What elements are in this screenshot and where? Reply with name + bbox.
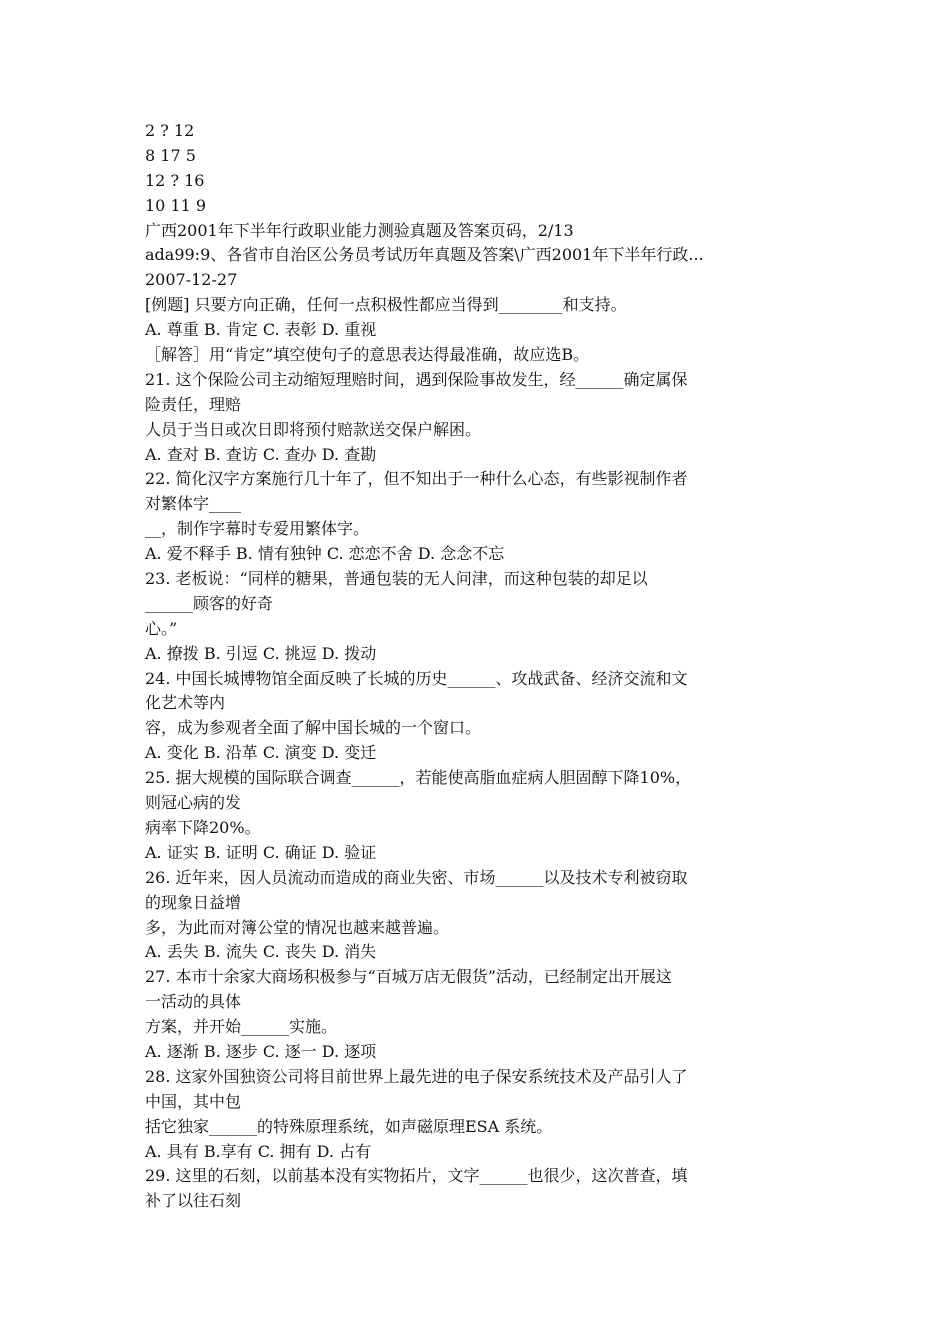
question-22-options: A. 爱不释手 B. 情有独钟 C. 恋恋不舍 D. 念念不忘 [145, 544, 505, 564]
example-options: A. 尊重 B. 肯定 C. 表彰 D. 重视 [145, 320, 377, 340]
question-24-cont: 化艺术等内 [145, 693, 226, 713]
matrix-row-3: 12 ? 16 [145, 170, 205, 190]
question-26-cont: 多，为此而对簿公堂的情况也越来越普遍。 [145, 917, 450, 937]
question-27-cont: 方案，并开始______实施。 [145, 1017, 338, 1037]
example-question: [例题] 只要方向正确，任何一点积极性都应当得到________和支持。 [145, 295, 627, 315]
matrix-row-2: 8 17 5 [145, 145, 196, 165]
question-26-options: A. 丢失 B. 流失 C. 丧失 D. 消失 [145, 942, 377, 962]
question-27-cont: 一活动的具体 [145, 992, 242, 1012]
question-25-cont: 病率下降20%。 [145, 817, 261, 837]
question-25: 25. 据大规模的国际联合调查______，若能使高脂血症病人胆固醇下降10%， [145, 768, 692, 788]
question-22-cont: 对繁体字____ [145, 494, 242, 514]
question-21-cont: 险责任，理赔 [145, 394, 242, 414]
question-29: 29. 这里的石刻，以前基本没有实物拓片，文字______也很少，这次普查，填 [145, 1166, 688, 1186]
question-21: 21. 这个保险公司主动缩短理赔时间，遇到保险事故发生，经______确定属保 [145, 369, 688, 389]
question-24-options: A. 变化 B. 沿革 C. 演变 D. 变迁 [145, 743, 377, 763]
question-27: 27. 本市十余家大商场积极参与“百城万店无假货”活动，已经制定出开展这 [145, 967, 672, 987]
matrix-row-4: 10 11 9 [145, 195, 207, 215]
date: 2007-12-27 [145, 270, 238, 290]
question-27-options: A. 逐渐 B. 逐步 C. 逐一 D. 逐项 [145, 1041, 377, 1061]
question-21-cont: 人员于当日或次日即将预付赔款送交保户解困。 [145, 419, 482, 439]
question-25-options: A. 证实 B. 证明 C. 确证 D. 验证 [145, 842, 377, 862]
question-23-cont: 心。” [145, 618, 178, 638]
question-23-options: A. 撩拨 B. 引逗 C. 挑逗 D. 拨动 [145, 643, 377, 663]
question-22-cont: __，制作字幕时专爱用繁体字。 [145, 519, 370, 539]
question-24-cont: 容，成为参观者全面了解中国长城的一个窗口。 [145, 718, 482, 738]
matrix-row-1: 2 ? 12 [145, 121, 195, 140]
question-23: 23. 老板说：“同样的糖果，普通包装的无人问津，而这种包装的却足以 [145, 569, 648, 589]
document-body [145, 119, 815, 1214]
question-21-options: A. 查对 B. 查访 C. 查办 D. 查勘 [145, 444, 377, 464]
question-26: 26. 近年来，因人员流动而造成的商业失密、市场______以及技术专利被窃取 [145, 867, 688, 887]
question-22: 22. 简化汉字方案施行几十年了，但不知出于一种什么心态，有些影视制作者 [145, 469, 688, 489]
question-26-cont: 的现象日益增 [145, 892, 242, 912]
question-25-cont: 则冠心病的发 [145, 793, 242, 813]
source-path: ada99:9、各省市自治区公务员考试历年真题及答案\广西2001年下半年行政... [145, 245, 704, 265]
question-28: 28. 这家外国独资公司将目前世界上最先进的电子保安系统技术及产品引人了 [145, 1066, 688, 1086]
question-28-options: A. 具有 B.享有 C. 拥有 D. 占有 [145, 1141, 372, 1161]
question-23-cont: ______顾客的好奇 [145, 593, 274, 613]
example-answer: ［解答］用“肯定”填空使句子的意思表达得最准确，故应选B。 [145, 345, 590, 365]
page-info: 广西2001年下半年行政职业能力测验真题及答案页码，2/13 [145, 220, 574, 240]
question-24: 24. 中国长城博物馆全面反映了长城的历史______、攻战武备、经济交流和文 [145, 668, 688, 688]
question-28-cont: 中国，其中包 [145, 1091, 242, 1111]
question-28-cont: 括它独家______的特殊原理系统，如声磁原理ESA 系统。 [145, 1116, 553, 1136]
question-29-cont: 补了以往石刻 [145, 1191, 242, 1211]
